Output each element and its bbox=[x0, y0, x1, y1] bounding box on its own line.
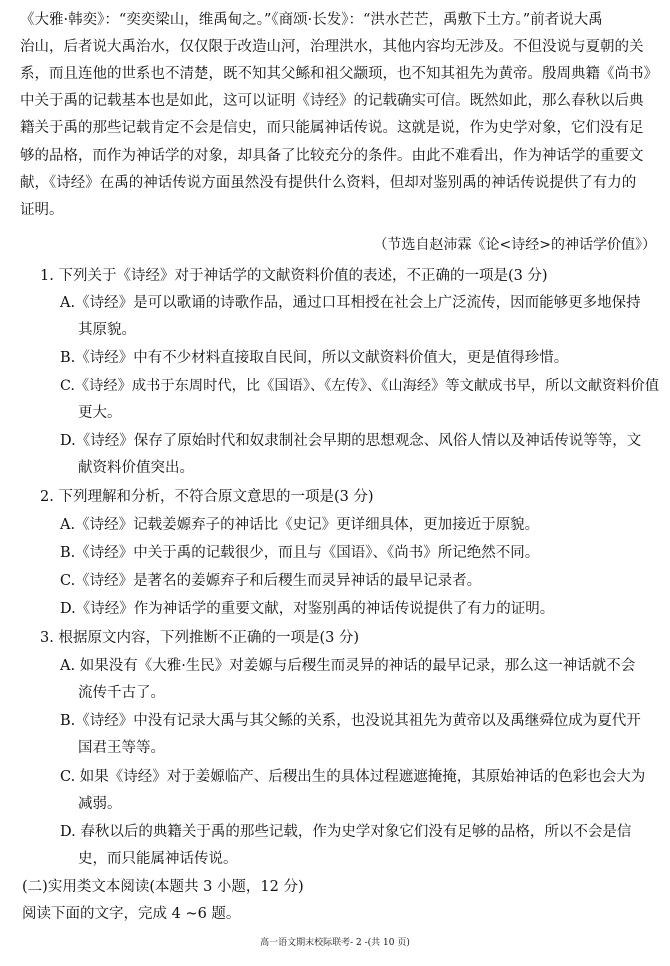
question-3-option-a-cont: 流传千古了。 bbox=[78, 685, 165, 701]
passage-line: 《大雅·韩奕》：“奕奕梁山，维禹甸之。”《商颂·长发》：“洪水芒芒，禹敷下土方。”前者说大禹 bbox=[20, 12, 603, 28]
passage-source: （节选自赵沛霖《论<诗经>的神话学价值》） bbox=[373, 237, 656, 253]
question-3-option-c-cont: 减弱。 bbox=[78, 796, 122, 812]
passage-line: 证明。 bbox=[20, 202, 64, 218]
question-1-option-c-cont: 更大。 bbox=[78, 405, 122, 421]
question-1-option-c: C.《诗经》成书于东周时代，比《国语》、《左传》、《山海经》等文献成书早，所以文献资料价值 bbox=[60, 378, 660, 394]
question-1-option-d: D.《诗经》保存了原始时代和奴隶制社会早期的思想观念、风俗人情以及神话传说等等，文 bbox=[60, 433, 642, 449]
page-footer: 高一语文期末校际联考- 2 -(共 10 页) bbox=[260, 938, 410, 948]
question-2-option-c: C.《诗经》是著名的姜嫄弃子和后稷生而灵异神话的最早记录者。 bbox=[60, 573, 482, 589]
question-3-option-b: B.《诗经》中没有记录大禹与其父鲧的关系，也没说其祖先为黄帝以及禹继舜位成为夏代开 bbox=[60, 713, 641, 729]
passage-line: 治山，后者说大禹治水，仅仅限于改造山河，治理洪水，其他内容均无涉及。不但没说与夏朝的关 bbox=[20, 39, 644, 55]
passage-line: 系，而且连他的世系也不清楚，既不知其父鲧和祖父颛顼，也不知其祖先为黄帝。殷周典籍《尚书》 bbox=[20, 66, 658, 82]
passage-line: 够的品格，而作为神话学的对象，却具备了比较充分的条件。由此不难看出，作为神话学的重要文 bbox=[20, 148, 644, 164]
question-3-option-d: D. 春秋以后的典籍关于禹的那些记载，作为史学对象它们没有足够的品格，所以不会是信 bbox=[60, 824, 632, 840]
question-3-stem: 3. 根据原文内容，下列推断不正确的一项是(3 分) bbox=[40, 630, 360, 646]
question-2-option-b: B.《诗经》中关于禹的记载很少，而且与《国语》、《尚书》所记绝然不同。 bbox=[60, 545, 540, 561]
question-2-option-a: A.《诗经》记载姜嫄弃子的神话比《史记》更详细具体，更加接近于原貌。 bbox=[60, 517, 540, 533]
section-instruction: 阅读下面的文字，完成 4 ~6 题。 bbox=[22, 906, 241, 922]
question-3-option-b-cont: 国君王等等。 bbox=[78, 740, 165, 756]
question-3-option-d-cont: 史，而只能属神话传说。 bbox=[78, 851, 238, 867]
passage-line: 中关于禹的记载基本也是如此，这可以证明《诗经》的记载确实可信。既然如此，那么春秋以后典 bbox=[20, 93, 644, 109]
passage-line: 献，《诗经》在禹的神话传说方面虽然没有提供什么资料，但却对鉴别禹的神话传说提供了有力的 bbox=[20, 175, 637, 191]
question-1-option-d-cont: 献资料价值突出。 bbox=[78, 460, 194, 476]
question-1-option-a: A.《诗经》是可以歌诵的诗歌作品，通过口耳相授在社会上广泛流传，因而能够更多地保持 bbox=[60, 295, 641, 311]
question-3-option-c: C. 如果《诗经》对于姜嫄临产、后稷出生的具体过程遮遮掩掩，其原始神话的色彩也会大为 bbox=[60, 769, 646, 785]
section-heading: (二)实用类文本阅读(本题共 3 小题，12 分) bbox=[22, 879, 304, 895]
question-1-option-b: B.《诗经》中有不少材料直接取自民间，所以文献资料价值大，更是值得珍惜。 bbox=[60, 350, 569, 366]
question-1-stem: 1. 下列关于《诗经》对于神话学的文献资料价值的表述，不正确的一项是(3 分) bbox=[40, 268, 548, 284]
question-2-option-d: D.《诗经》作为神话学的重要文献，对鉴别禹的神话传说提供了有力的证明。 bbox=[60, 601, 555, 617]
question-3-option-a: A. 如果没有《大雅·生民》对姜嫄与后稷生而灵异的神话的最早记录，那么这一神话就不会 bbox=[60, 658, 636, 674]
question-2-stem: 2. 下列理解和分析，不符合原文意思的一项是(3 分) bbox=[40, 489, 374, 505]
passage-line: 籍关于禹的那些记载肯定不会是信史，而只能属神话传说。这就是说，作为史学对象，它们没有足 bbox=[20, 120, 644, 136]
question-1-option-a-cont: 其原貌。 bbox=[78, 322, 136, 338]
